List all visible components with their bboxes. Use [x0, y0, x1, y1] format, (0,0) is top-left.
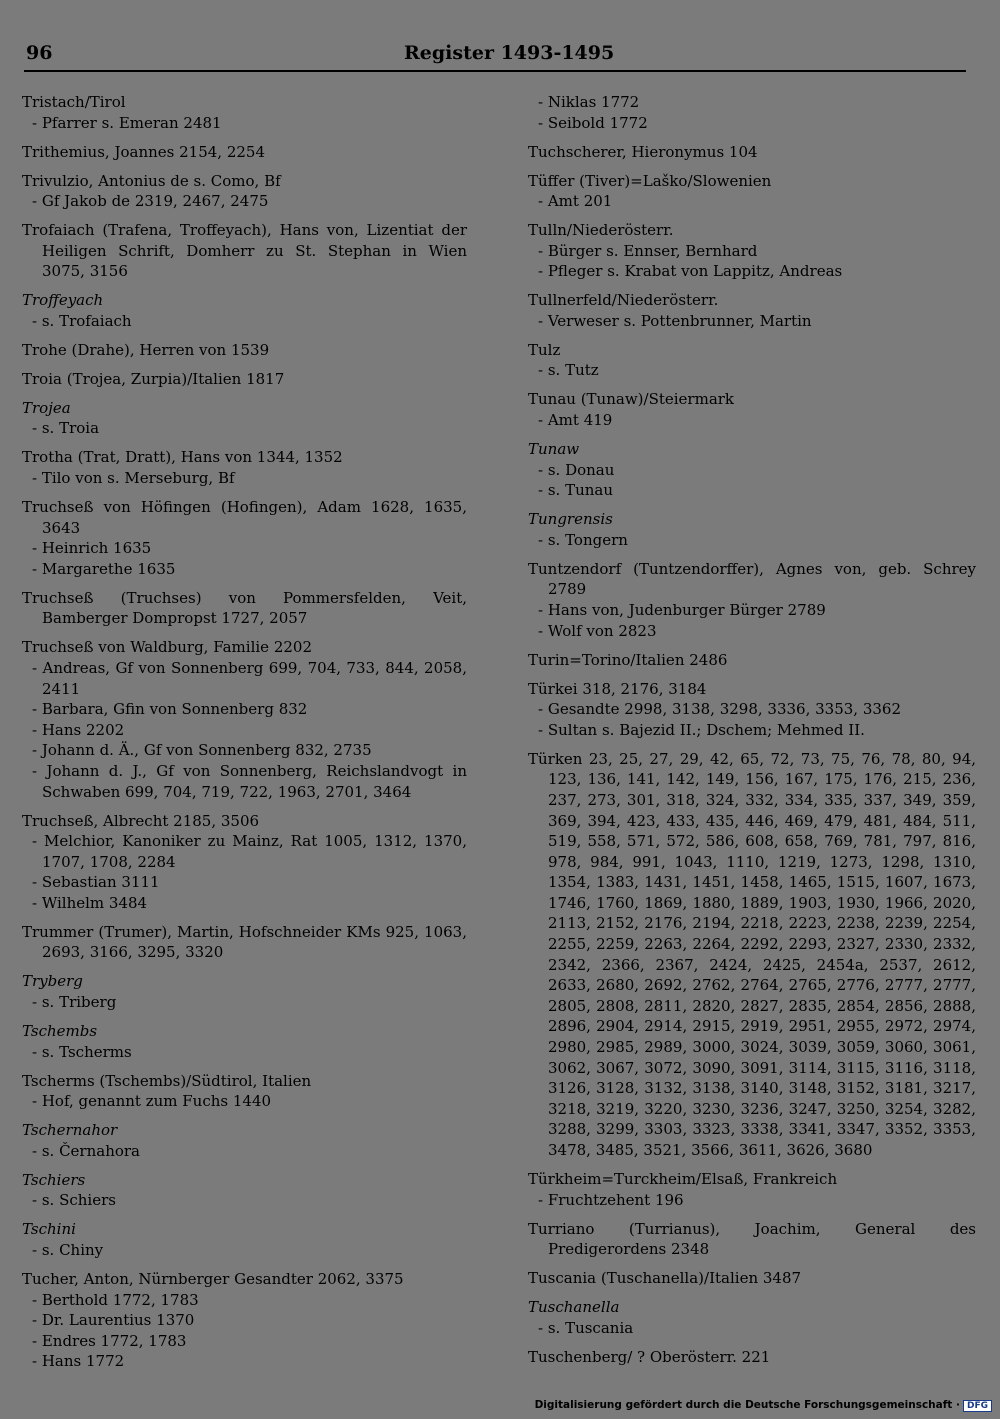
index-entry: [22, 971, 467, 1012]
index-entry: [528, 439, 976, 501]
entry-heading: Trohe (Drahe), Herren von 1539: [22, 340, 270, 359]
entry-heading: Tryberg: [22, 972, 83, 991]
entry-heading: Trofaiach (Trafena, Troffeyach), Hans von, Lizentiat der Heiligen Schrift, Domherr zu St. Stephan in Wien 3075, 3156: [22, 221, 467, 281]
entry-heading: Tuchscherer, Hieronymus 104: [528, 142, 758, 161]
entry-subitem: - s. Triberg: [32, 993, 117, 1012]
entry-subitem: - Johann d. Ä., Gf von Sonnenberg 832, 2735: [32, 741, 372, 760]
entry-subitem: - Dr. Laurentius 1370: [32, 1311, 195, 1330]
entry-subitem: - Melchior, Kanoniker zu Mainz, Rat 1005, 1312, 1370, 1707, 1708, 2284: [32, 832, 467, 871]
right-column: [528, 92, 976, 1376]
entry-subitem: - Seibold 1772: [538, 113, 648, 132]
entry-heading: Turin=Torino/Italien 2486: [528, 650, 728, 669]
entry-subitem: - Sebastian 3111: [32, 873, 160, 892]
entry-heading: Truchseß von Höfingen (Hofingen), Adam 1628, 1635, 3643: [22, 498, 467, 537]
index-entry: [22, 497, 467, 579]
entry-subitem: - Pfarrer s. Emeran 2481: [32, 113, 222, 132]
entry-subitem: - Hof, genannt zum Fuchs 1440: [32, 1092, 272, 1111]
entry-subitem: - Johann d. J., Gf von Sonnenberg, Reichslandvogt in Schwaben 699, 704, 719, 722, 1963, 2701, 3464: [32, 761, 467, 801]
entry-heading: Tscherms (Tschembs)/Südtirol, Italien: [22, 1071, 312, 1090]
entry-heading: Tunau (Tunaw)/Steiermark: [528, 390, 735, 409]
index-entry: [22, 369, 467, 390]
entry-subitem: - Margarethe 1635: [32, 559, 176, 578]
entry-heading: Tulln/Niederösterr.: [528, 221, 674, 240]
index-entry: [528, 679, 976, 741]
index-entry: [528, 290, 976, 331]
entry-subitem: - Amt 201: [538, 192, 613, 211]
entry-subitem: - Amt 419: [538, 411, 613, 430]
entry-heading: Troia (Trojea, Zurpia)/Italien 1817: [22, 369, 285, 388]
entry-heading: Truchseß, Albrecht 2185, 3506: [22, 811, 260, 830]
entry-heading: Trivulzio, Antonius de s. Como, Bf: [22, 171, 281, 190]
footer: [535, 1399, 992, 1412]
entry-subitem: - s. Tongern: [538, 530, 628, 549]
entry-heading: Trotha (Trat, Dratt), Hans von 1344, 1352: [22, 448, 343, 467]
index-entry: [528, 559, 976, 641]
entry-heading: Türken 23, 25, 27, 29, 42, 65, 72, 73, 75, 76, 78, 80, 94, 123, 136, 141, 142, 149, 156, 167, 175, 176, 215, 236, 237, 273, 301, 318, 324, 332, 334, 335, 337, 349, 359, 369, 394, 423, 433, 435, 446, 469, 479, 481, 484, 511, 519, 558, 571, 572, 586, 608, 658, 769, 781, 797, 816, 978, 984, 991, 1043, 1110, 1219, 1273, 1298, 1310, 1354, 1383, 1431, 1451, 1458, 1465, 1515, 1607, 1673, 1746, 1760, 1869, 1880, 1889, 1903, 1930, 1966, 2020, 2113, 2152, 2176, 2194, 2218, 2223, 2238, 2239, 2254, 2255, 2259, 2263, 2264, 2292, 2293, 2327, 2330, 2332, 2342, 2366, 2367, 2424, 2425, 2454a, 2537, 2612, 2633, 2680, 2692, 2762, 2764, 2765, 2776, 2777, 2777, 2805, 2808, 2811, 2820, 2827, 2835, 2854, 2856, 2888, 2896, 2904, 2914, 2915, 2919, 2951, 2955, 2972, 2974, 2980, 2985, 2989, 3000, 3024, 3039, 3059, 3060, 3061, 3062, 3067, 3072, 3090, 3091, 3114, 3115, 3116, 3118, 3126, 3128, 3132, 3138, 3140, 3148, 3152, 3181, 3217, 3218, 3219, 3220, 3230, 3236, 3247, 3250, 3254, 3282, 3288, 3299, 3303, 3323, 3338, 3341, 3347, 3352, 3353, 3478, 3485, 3521, 3566, 3611, 3626, 3680: [528, 749, 976, 1159]
index-entry: [528, 1347, 976, 1368]
index-entry: [22, 1120, 467, 1161]
page-number: 96: [26, 42, 53, 64]
page-header: [24, 42, 966, 72]
index-entry: [528, 142, 976, 163]
entry-heading: Tucher, Anton, Nürnberger Gesandter 2062, 3375: [22, 1269, 404, 1288]
index-entry: [22, 1170, 467, 1211]
entry-heading: Turriano (Turrianus), Joachim, General des Predigerordens 2348: [528, 1219, 976, 1259]
index-entry: [528, 749, 976, 1161]
entry-heading: Truchseß von Waldburg, Familie 2202: [22, 638, 312, 657]
entry-heading: Truchseß (Truchses) von Pommersfelden, Veit, Bamberger Dompropst 1727, 2057: [22, 588, 467, 628]
entry-subitem: - Fruchtzehent 196: [538, 1190, 684, 1209]
index-entry: [22, 142, 467, 163]
index-entry: [22, 1219, 467, 1260]
entry-heading: Trithemius, Joannes 2154, 2254: [22, 142, 265, 161]
index-entry: [22, 220, 467, 282]
entry-subitem: - Endres 1772, 1783: [32, 1331, 187, 1350]
index-entry: [528, 1297, 976, 1338]
entry-subitem: - Heinrich 1635: [32, 539, 152, 558]
index-entry: [22, 1269, 467, 1372]
entry-subitem: - Hans 2202: [32, 720, 125, 739]
entry-heading: Troffeyach: [22, 291, 104, 310]
index-entry: [528, 340, 976, 381]
entry-subitem: - Pfleger s. Krabat von Lappitz, Andreas: [538, 262, 843, 281]
entry-heading: Tuscania (Tuschanella)/Italien 3487: [528, 1269, 802, 1288]
entry-heading: Tüffer (Tiver)=Laško/Slowenien: [528, 171, 772, 190]
index-entry: [22, 447, 467, 488]
entry-subitem: - Berthold 1772, 1783: [32, 1290, 199, 1309]
index-entry: [528, 1219, 976, 1260]
entry-subitem: - Wilhelm 3484: [32, 893, 148, 912]
entry-heading: Tschini: [22, 1220, 76, 1239]
left-column: [22, 92, 467, 1380]
entry-subitem: - Sultan s. Bajezid II.; Dschem; Mehmed II.: [538, 720, 865, 739]
entry-subitem: - s. Donau: [538, 460, 615, 479]
index-entry: [22, 1071, 467, 1112]
entry-subitem: - s. Tunau: [538, 481, 613, 500]
entry-subitem: - s. Tuscania: [538, 1318, 634, 1337]
entry-subitem: - s. Trofaiach: [32, 311, 132, 330]
entry-heading: Tuschanella: [528, 1298, 620, 1317]
entry-subitem: - Gesandte 2998, 3138, 3298, 3336, 3353, 3362: [538, 700, 901, 719]
entry-subitem: - Hans von, Judenburger Bürger 2789: [538, 600, 826, 619]
entry-subitem: - Hans 1772: [32, 1352, 125, 1371]
index-entry: [528, 389, 976, 430]
entry-subitem: - Andreas, Gf von Sonnenberg 699, 704, 733, 844, 2058, 2411: [32, 658, 467, 698]
entry-subitem: - s. Troia: [32, 419, 100, 438]
index-entry: [528, 92, 976, 133]
index-entry: [528, 171, 976, 212]
index-entry: [22, 171, 467, 212]
index-entry: [528, 1268, 976, 1289]
entry-subitem: - s. Chiny: [32, 1240, 104, 1259]
entry-subitem: - Verweser s. Pottenbrunner, Martin: [538, 311, 812, 330]
entry-heading: Trummer (Trumer), Martin, Hofschneider KMs 925, 1063, 2693, 3166, 3295, 3320: [22, 922, 467, 962]
dfg-logo: DFG: [963, 1400, 992, 1412]
entry-subitem: - s. Schiers: [32, 1191, 116, 1210]
entry-subitem: - Niklas 1772: [538, 93, 640, 111]
index-entry: [528, 509, 976, 550]
index-entry: [22, 340, 467, 361]
index-entry: [528, 650, 976, 671]
entry-subitem: - s. Černahora: [32, 1141, 141, 1160]
index-entry: [528, 220, 976, 282]
entry-heading: Tschiers: [22, 1170, 86, 1189]
index-entry: [22, 398, 467, 439]
index-entry: [22, 811, 467, 914]
index-entry: [22, 92, 467, 133]
entry-subitem: - Gf Jakob de 2319, 2467, 2475: [32, 192, 269, 211]
entry-heading: Tulz: [528, 340, 561, 359]
index-entry: [22, 1021, 467, 1062]
entry-subitem: - Tilo von s. Merseburg, Bf: [32, 469, 235, 488]
entry-heading: Tullnerfeld/Niederösterr.: [528, 291, 719, 310]
entry-subitem: - Wolf von 2823: [538, 621, 657, 640]
entry-heading: Türkei 318, 2176, 3184: [528, 679, 707, 698]
index-entry: [528, 1169, 976, 1210]
entry-subitem: - s. Tscherms: [32, 1042, 132, 1061]
entry-heading: Tschernahor: [22, 1121, 118, 1140]
entry-heading: Tungrensis: [528, 510, 613, 529]
page-title: Register 1493-1495: [404, 42, 615, 64]
footer-text: Digitalisierung gefördert durch die Deutsche Forschungsgemeinschaft ·: [534, 1399, 960, 1411]
entry-heading: Tuschenberg/ ? Oberösterr. 221: [528, 1347, 771, 1366]
index-entry: [22, 637, 467, 802]
entry-subitem: - Barbara, Gfin von Sonnenberg 832: [32, 700, 308, 719]
entry-heading: Tristach/Tirol: [22, 93, 126, 111]
index-entry: [22, 290, 467, 331]
entry-heading: Trojea: [22, 398, 71, 417]
entry-subitem: - s. Tutz: [538, 361, 599, 380]
entry-heading: Tschembs: [22, 1022, 98, 1041]
entry-heading: Türkheim=Turckheim/Elsaß, Frankreich: [528, 1169, 838, 1188]
index-entry: [22, 588, 467, 629]
entry-subitem: - Bürger s. Ennser, Bernhard: [538, 241, 758, 260]
entry-heading: Tunaw: [528, 440, 580, 459]
entry-heading: Tuntzendorf (Tuntzendorffer), Agnes von, geb. Schrey 2789: [528, 559, 976, 599]
index-entry: [22, 922, 467, 963]
